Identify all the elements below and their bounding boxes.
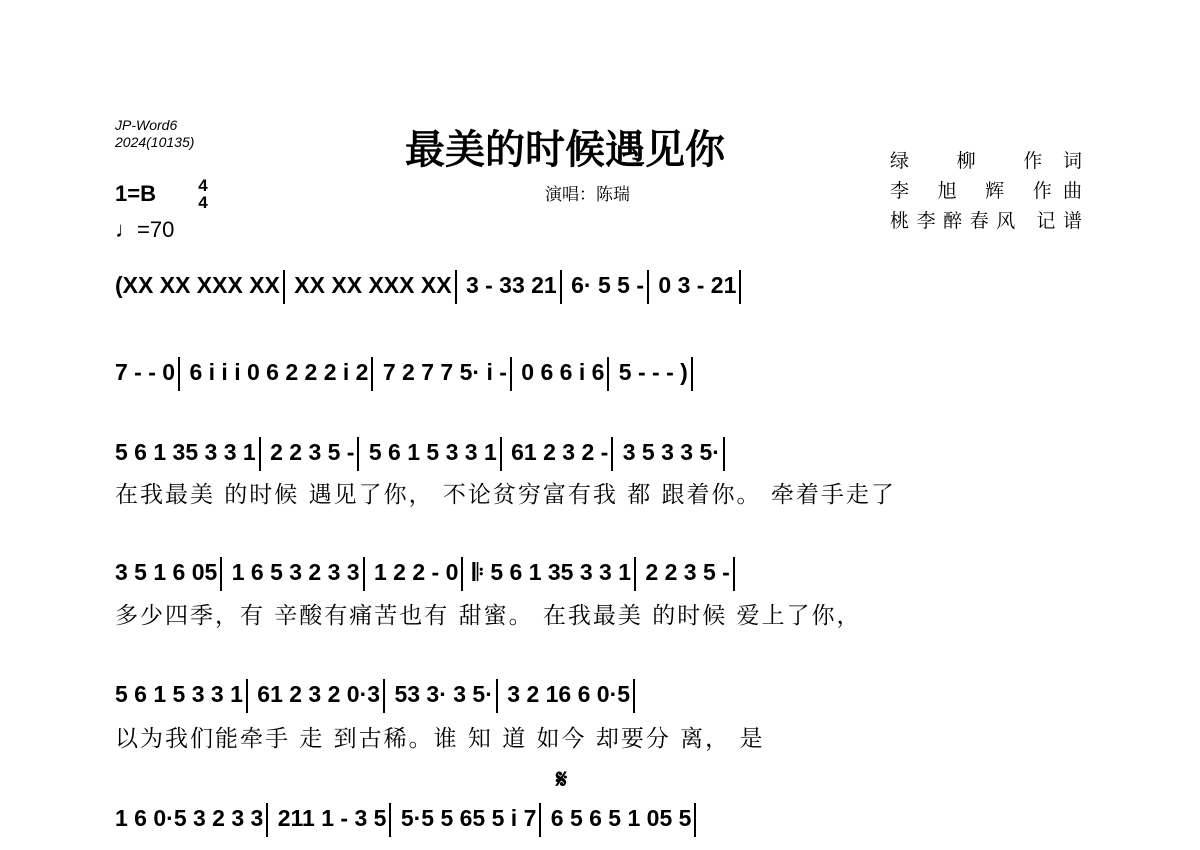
measure: XX XX XXX XX [294, 272, 452, 298]
bar-line [178, 357, 180, 391]
measure: 5·5 5 65 5 i 7 [400, 805, 537, 831]
score-row-5 [115, 674, 1090, 714]
key-signature: 1=B [115, 181, 156, 206]
bar-line [607, 357, 609, 391]
lyricist-credit: 绿 柳 作词 [890, 150, 1082, 172]
measure: 6· 5 5 - [571, 272, 644, 298]
measure: 3 5 1 6 05 [115, 559, 218, 585]
measure: 5 6 1 5 3 3 1 [368, 439, 497, 465]
measure: 61 2 3 2 - [511, 439, 609, 465]
bar-line [259, 437, 261, 471]
bar-line [363, 557, 365, 591]
time-signature [196, 178, 210, 210]
bar-line [723, 437, 725, 471]
measure: 1 6 5 3 2 3 3 [231, 559, 360, 585]
song-title: 最美的时候遇见你 [405, 126, 725, 173]
measure: (XX XX XXX XX [115, 272, 280, 298]
bar-line [357, 437, 359, 471]
bar-line [371, 357, 373, 391]
measure: 6 i i i 0 6 2 2 2 i 2 [189, 359, 369, 385]
measure: 7 2 7 7 5· i - [382, 359, 507, 385]
measure: 6 5 6 5 1 05 5 [550, 805, 692, 831]
time-sig-bottom: 4 [198, 193, 208, 212]
score-row-3 [115, 432, 1090, 472]
bar-line [496, 679, 498, 713]
lyric-line: 在我最美 的时候 遇见了你， 不论贫穷富有我 都 跟着你。 牵着手走了 [115, 482, 896, 508]
bar-line [246, 679, 248, 713]
quarter-note-icon: ♩ [115, 217, 137, 242]
bar-line [634, 557, 636, 591]
measure: 𝄆 5 6 1 35 3 3 1 [472, 559, 632, 585]
bar-line [560, 270, 562, 304]
tempo-marking [115, 217, 174, 243]
bar-line [510, 357, 512, 391]
measure: 1 6 0·5 3 2 3 3 [115, 805, 264, 831]
measure: 3 2 16 6 0·5 [507, 681, 631, 707]
composer-credit: 李 旭 辉 作曲 [890, 180, 1082, 202]
measure: 0 3 - 21 [658, 272, 737, 298]
score-row-4 [115, 552, 1090, 592]
measure: 2 2 3 5 - [645, 559, 730, 585]
score-row-6 [115, 798, 1090, 838]
bar-line [539, 803, 541, 837]
bar-line [739, 270, 741, 304]
bar-line [283, 270, 285, 304]
credits [890, 146, 1082, 236]
measure: 7 - - 0 [115, 359, 176, 385]
bar-line [647, 270, 649, 304]
bar-line [500, 437, 502, 471]
measure: 5 6 1 5 3 3 1 [115, 681, 243, 707]
singer-line: 演唱：陈瑞 [545, 185, 630, 205]
bar-line [389, 803, 391, 837]
segno-icon: 𝄋 [556, 765, 568, 795]
bar-line [455, 270, 457, 304]
measure: 211 1 - 3 5 [277, 805, 387, 831]
measure: 2 2 3 5 - [270, 439, 355, 465]
measure: 3 - 33 21 [465, 272, 557, 298]
bar-line [611, 437, 613, 471]
time-sig-top: 4 [198, 176, 208, 195]
code-label: 2024(10135) [115, 134, 195, 150]
measure: 1 2 2 - 0 [373, 559, 459, 585]
score-row-2 [115, 352, 1090, 392]
bar-line [461, 557, 463, 591]
measure: 3 5 3 3 5· [622, 439, 720, 465]
lyrics-row-5 [115, 724, 1090, 754]
measure: 0 6 6 i 6 [521, 359, 605, 385]
bar-line [733, 557, 735, 591]
bar-line [691, 357, 693, 391]
lyrics-row-4 [115, 601, 1090, 631]
measure: 53 3· 3 5· [394, 681, 493, 707]
score-row-1 [115, 265, 1090, 305]
lyrics-row-3 [115, 480, 1090, 510]
bar-line [383, 679, 385, 713]
measure: 5 6 1 35 3 3 1 [115, 439, 256, 465]
bar-line [633, 679, 635, 713]
tempo-value: =70 [137, 217, 175, 242]
software-label: JP-Word6 [115, 117, 178, 133]
lyric-line: 以为我们能牵手 走 到古稀。谁 知 道 如今 却要分 离， 是 [115, 726, 765, 752]
lyric-line: 多少四季，有 辛酸有痛苦也有 甜蜜。 在我最美 的时候 爱上了你， [115, 603, 862, 629]
measure: 61 2 3 2 0·3 [257, 681, 381, 707]
bar-line [694, 803, 696, 837]
bar-line [266, 803, 268, 837]
measure: 5 - - - ) [618, 359, 688, 385]
bar-line [220, 557, 222, 591]
transcriber-credit: 桃李醉春风 记谱 [890, 210, 1082, 232]
